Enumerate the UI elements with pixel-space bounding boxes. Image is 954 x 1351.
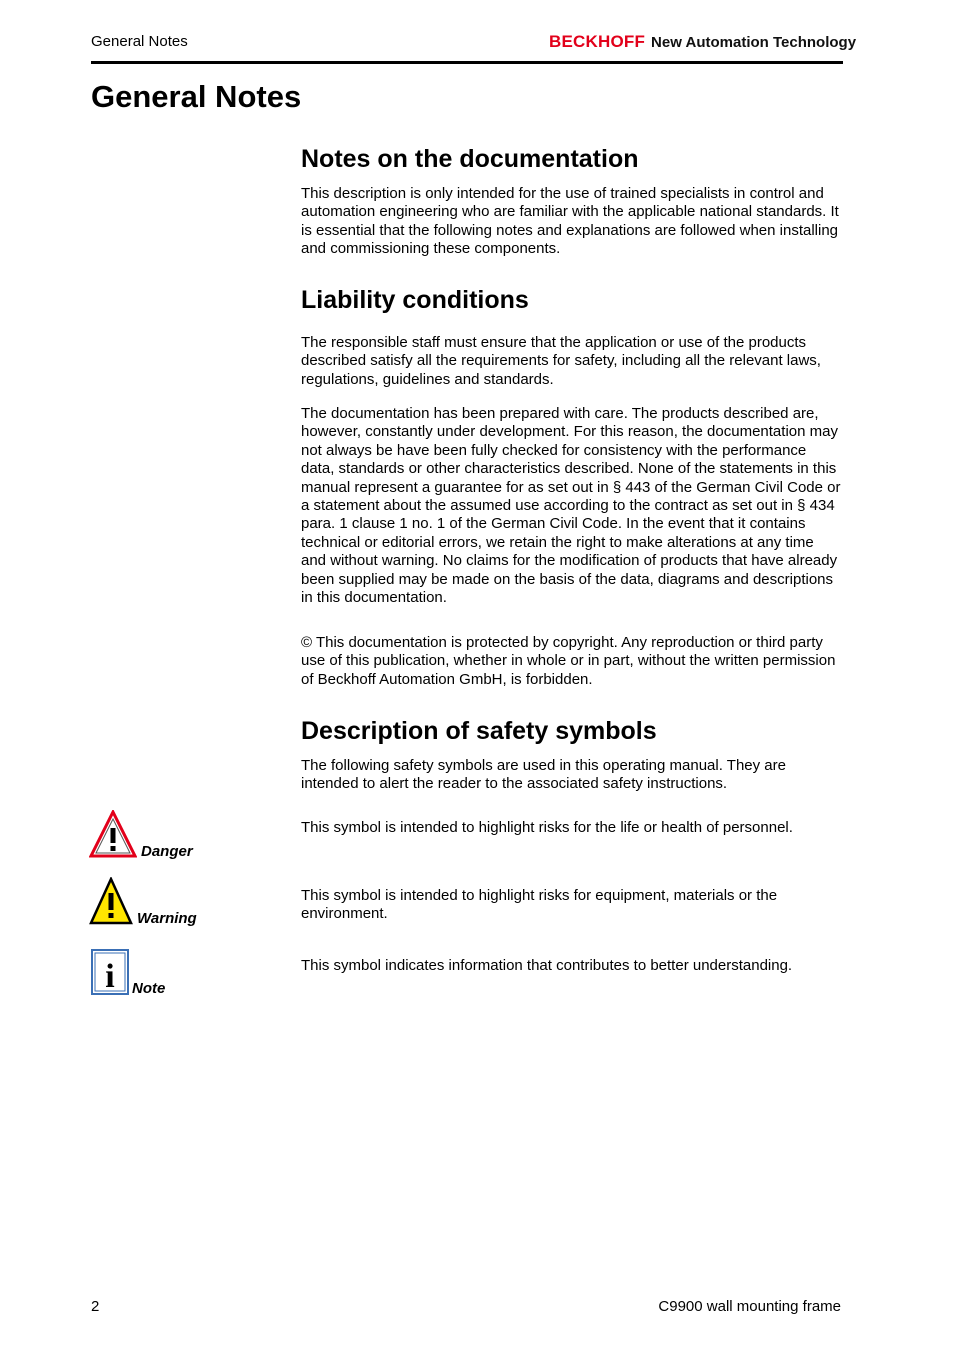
- danger-description: This symbol is intended to highlight risks for the life or health of personnel.: [301, 819, 793, 836]
- brand-tagline: New Automation Technology: [651, 34, 857, 51]
- danger-symbol: [89, 810, 137, 863]
- svg-text:i: i: [105, 958, 115, 995]
- paragraph-copyright: © This documentation is protected by copyright. Any reproduction or third party use of this publication, whether in whole or in part, without the written permission of Beckhoff Automation GmbH, is forbidden.: [301, 634, 836, 688]
- paragraph-safety-intro: The following safety symbols are used in this operating manual. They are intended to alert the reader to the associated safety instructions.: [301, 757, 786, 793]
- paragraph-notes-documentation: This description is only intended for the use of trained specialists in control and automation engineering who are familiar with the applicable national standards. It is essential that the following notes and explanations are followed when installing and commissioning these components.: [301, 185, 839, 258]
- danger-label: Danger: [141, 843, 193, 860]
- brand-logo: [549, 32, 856, 52]
- paragraph-liability-2: The documentation has been prepared with care. The products described are, however, constantly under development. For this reason, the documentation may not always be have been fully checked for consistency with the performance data, standards or other characteristics described. None of the statements in this manual represent a guarantee for as set out in § 443 of the German Civil Code or a statement about the assumed use according to the contract as set out in § 434 para. 1 clause 1 no. 1 of the German Civil Code. In the event that it contains technical or editorial errors, we retain the right to make alterations at any time and without warning. No claims for the modification of products that have already been supplied may be made on the basis of the data, diagrams and descriptions in this documentation.: [301, 405, 841, 607]
- brand-name: BECKHOFF: [549, 32, 646, 51]
- warning-description: This symbol is intended to highlight risks for equipment, materials or the environment.: [301, 887, 778, 923]
- note-label: Note: [132, 980, 166, 997]
- heading-liability-conditions: Liability conditions: [301, 286, 529, 314]
- danger-triangle-icon: [89, 810, 137, 858]
- page-title: General Notes: [91, 79, 302, 114]
- warning-label: Warning: [137, 910, 197, 927]
- document-title: C9900 wall mounting frame: [658, 1298, 841, 1315]
- header-section-title: General Notes: [91, 33, 188, 50]
- heading-notes-documentation: Notes on the documentation: [301, 145, 639, 173]
- heading-safety-symbols: Description of safety symbols: [301, 717, 657, 745]
- info-icon: [91, 949, 129, 995]
- warning-symbol: [89, 877, 133, 930]
- warning-triangle-icon: [89, 877, 133, 925]
- header-divider: [91, 61, 843, 64]
- paragraph-liability-1: The responsible staff must ensure that the application or use of the products described satisfy all the requirements for safety, including all the relevant laws, regulations, guidelines and standards.: [301, 334, 821, 388]
- note-symbol: [91, 949, 129, 1000]
- page-number: 2: [91, 1298, 100, 1315]
- note-description: This symbol indicates information that contributes to better understanding.: [301, 957, 793, 974]
